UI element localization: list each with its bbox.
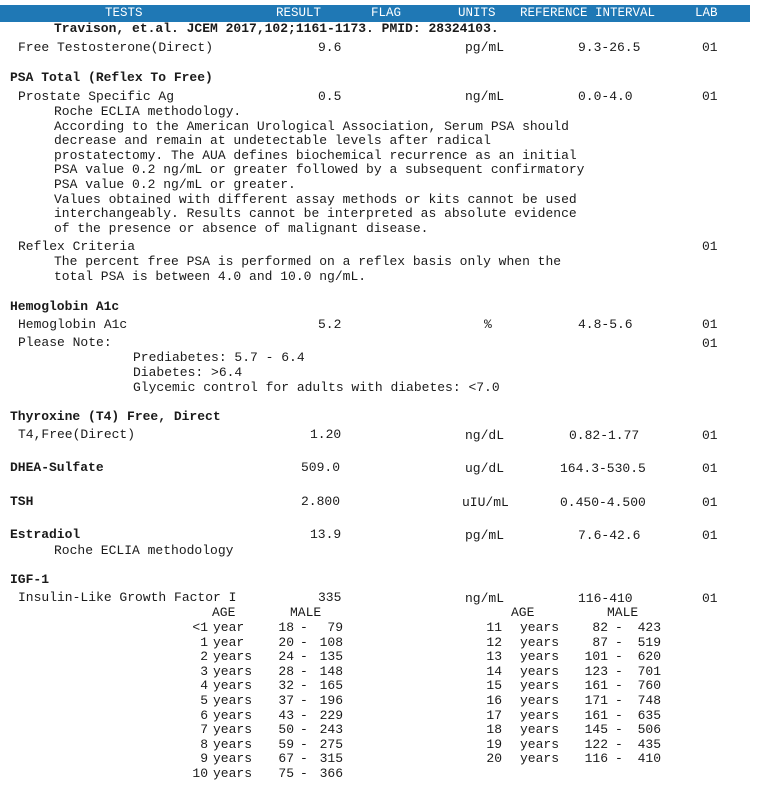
igf-age-unit: years — [213, 693, 253, 708]
psa-note-line: PSA value 0.2 ng/mL or greater followed by a subsequent confirmatory — [54, 162, 585, 177]
igf-section-title: IGF-1 — [10, 572, 50, 587]
igf-age-unit: years — [520, 678, 560, 694]
igf-male-low: 145 — [584, 722, 608, 738]
psa-result: 0.5 — [318, 89, 342, 104]
igf-age-unit: years — [213, 766, 253, 781]
igf-result: 335 — [318, 590, 342, 605]
igf-range-dash: - — [615, 751, 623, 767]
header-lab: LAB — [695, 6, 718, 20]
igf-range-dash: - — [615, 634, 623, 650]
igf-male-low: 171 — [584, 693, 608, 708]
igf-age-number: 16 — [486, 693, 502, 708]
psa-note-line: decrease and remain at undetectable levels after radical — [54, 133, 491, 148]
igf-age-number: 15 — [486, 678, 502, 694]
igf-male-high: 410 — [637, 751, 661, 767]
igf-test-name: Insulin-Like Growth Factor I — [18, 590, 237, 605]
a1c-units: % — [484, 317, 492, 332]
igf-range-dash: - — [615, 693, 623, 708]
igf-age-number: 10 — [192, 766, 208, 781]
igf-age-unit: years — [213, 663, 253, 679]
igf-male-high: 229 — [319, 707, 343, 723]
igf-male-low: 50 — [278, 722, 294, 738]
igf-range-dash: - — [615, 707, 623, 723]
igf-age-number: 20 — [486, 751, 502, 767]
igf-male-high: 366 — [319, 766, 343, 781]
igf-male-high: 435 — [637, 736, 661, 752]
igf-age-number: 9 — [200, 751, 208, 767]
igf-age-unit: years — [213, 751, 253, 767]
igf-age-number: 14 — [486, 663, 502, 679]
igf-male-high: 196 — [319, 693, 343, 708]
igf-male-high: 108 — [319, 634, 343, 650]
igf-male-high: 748 — [637, 693, 661, 708]
igf-male-low: 32 — [278, 678, 294, 694]
igf-male-high: 148 — [319, 663, 343, 679]
a1c-range: 4.8-5.6 — [578, 317, 633, 332]
dhea-test-name: DHEA-Sulfate — [10, 460, 104, 475]
igf-range-dash: - — [300, 751, 308, 767]
igf-age-unit: years — [520, 751, 560, 767]
free-testosterone-name: Free Testosterone(Direct) — [18, 40, 214, 55]
psa-note-line: prostatectomy. The AUA defines biochemical recurrence as an initial — [54, 148, 577, 163]
igf-male-low: 123 — [584, 663, 608, 679]
igf-male-high: 506 — [637, 722, 661, 738]
tsh-units: uIU/mL — [462, 495, 509, 510]
estradiol-lab: 01 — [702, 528, 718, 543]
igf-range-dash: - — [615, 736, 623, 752]
igf-male-high: 165 — [319, 678, 343, 694]
t4-units: ng/dL — [465, 428, 505, 443]
igf-male-low: 37 — [278, 693, 294, 708]
igf-male-low: 18 — [278, 620, 294, 635]
reflex-note-line: total PSA is between 4.0 and 10.0 ng/mL. — [54, 269, 367, 284]
reflex-note-line: The percent free PSA is performed on a reflex basis only when the — [54, 254, 562, 269]
igf-male-low: 87 — [592, 634, 608, 650]
psa-section-title: PSA Total (Reflex To Free) — [10, 70, 213, 85]
a1c-section-title: Hemoglobin A1c — [10, 299, 120, 314]
dhea-result: 509.0 — [301, 460, 341, 475]
estradiol-note: Roche ECLIA methodology — [54, 543, 234, 558]
igf-age-unit: years — [520, 634, 560, 650]
igf-male-high: 423 — [637, 620, 661, 635]
igf-male-high: 135 — [319, 649, 343, 665]
dhea-units: ug/dL — [465, 461, 505, 476]
igf-age-unit: years — [213, 736, 253, 752]
dhea-range: 164.3-530.5 — [560, 461, 646, 476]
a1c-note-line: Glycemic control for adults with diabetes: <7.0 — [133, 380, 500, 395]
dhea-lab: 01 — [702, 461, 718, 476]
tsh-range: 0.450-4.500 — [560, 495, 646, 510]
igf-age-unit: years — [213, 678, 253, 694]
estradiol-range: 7.6-42.6 — [578, 528, 641, 543]
igf-range-dash: - — [615, 649, 623, 665]
estradiol-units: pg/mL — [465, 528, 505, 543]
header-flag: FLAG — [371, 6, 402, 20]
please-note-lab: 01 — [702, 336, 718, 351]
igf-male-low: 161 — [584, 707, 608, 723]
igf-range-dash: - — [615, 678, 623, 694]
igf-male-low: 122 — [584, 736, 608, 752]
igf-age-number: 7 — [200, 722, 208, 738]
igf-range-dash: - — [300, 707, 308, 723]
igf-male-high: 315 — [319, 751, 343, 767]
igf-male-low: 43 — [278, 707, 294, 723]
psa-note-line: According to the American Urological Association, Serum PSA should — [54, 119, 569, 134]
igf-age-number: 17 — [486, 707, 502, 723]
igf-range-dash: - — [615, 722, 623, 738]
igf-male-high: 635 — [637, 707, 661, 723]
a1c-result: 5.2 — [318, 317, 342, 332]
psa-note-line: Roche ECLIA methodology. — [54, 104, 242, 119]
igf-male-low: 116 — [584, 751, 608, 767]
igf-male-high: 275 — [319, 736, 343, 752]
tsh-lab: 01 — [702, 495, 718, 510]
a1c-note-line: Prediabetes: 5.7 - 6.4 — [133, 350, 305, 365]
t4-test-name: T4,Free(Direct) — [18, 427, 136, 442]
psa-lab: 01 — [702, 89, 718, 104]
igf-right-age-header: AGE — [511, 605, 535, 620]
igf-age-number: 12 — [486, 634, 502, 650]
igf-range: 116-410 — [578, 591, 633, 606]
igf-age-number: 1 — [200, 634, 208, 650]
igf-right-male-header: MALE — [607, 605, 639, 620]
igf-age-number: 6 — [200, 707, 208, 723]
header-result: RESULT — [276, 6, 322, 20]
t4-section-title: Thyroxine (T4) Free, Direct — [10, 409, 221, 424]
igf-age-number: <1 — [192, 620, 208, 635]
reflex-criteria-label: Reflex Criteria — [18, 239, 136, 254]
free-testosterone-lab: 01 — [702, 40, 718, 55]
igf-age-number: 4 — [200, 678, 208, 694]
free-testosterone-result: 9.6 — [318, 40, 342, 55]
igf-range-dash: - — [300, 693, 308, 708]
igf-age-number: 5 — [200, 693, 208, 708]
t4-range: 0.82-1.77 — [569, 428, 640, 443]
igf-male-high: 620 — [637, 649, 661, 665]
a1c-test-name: Hemoglobin A1c — [18, 317, 128, 332]
citation-text: Travison, et.al. JCEM 2017,102;1161-1173. PMID: 28324103. — [54, 21, 499, 36]
igf-male-high: 243 — [319, 722, 343, 738]
igf-male-low: 75 — [278, 766, 294, 781]
igf-range-dash: - — [300, 663, 308, 679]
header-units: UNITS — [458, 6, 496, 20]
igf-range-dash: - — [300, 736, 308, 752]
igf-age-unit: years — [213, 722, 253, 738]
estradiol-result: 13.9 — [310, 527, 342, 542]
reflex-criteria-lab: 01 — [702, 239, 718, 254]
igf-range-dash: - — [615, 663, 623, 679]
psa-note-line: interchangeably. Results cannot be interpreted as absolute evidence — [54, 206, 577, 221]
igf-male-high: 519 — [637, 634, 661, 650]
tsh-result: 2.800 — [301, 494, 341, 509]
header-reference-interval: REFERENCE INTERVAL — [520, 6, 656, 20]
igf-age-number: 11 — [486, 620, 502, 635]
igf-age-unit: years — [520, 620, 560, 635]
free-testosterone-units: pg/mL — [465, 40, 505, 55]
igf-age-unit: years — [520, 693, 560, 708]
igf-age-number: 3 — [200, 663, 208, 679]
igf-male-low: 20 — [278, 634, 294, 650]
igf-male-low: 101 — [584, 649, 608, 665]
estradiol-test-name: Estradiol — [10, 527, 81, 542]
igf-range-dash: - — [300, 634, 308, 650]
igf-age-number: 19 — [486, 736, 502, 752]
igf-male-high: 701 — [637, 663, 661, 679]
igf-age-unit: years — [520, 663, 560, 679]
tsh-test-name: TSH — [10, 494, 34, 509]
igf-age-unit: year — [213, 620, 245, 635]
psa-units: ng/mL — [465, 89, 505, 104]
free-testosterone-range: 9.3-26.5 — [578, 40, 641, 55]
igf-male-high: 79 — [327, 620, 343, 635]
igf-age-number: 2 — [200, 649, 208, 665]
igf-range-dash: - — [300, 766, 308, 781]
psa-test-name: Prostate Specific Ag — [18, 89, 175, 104]
igf-male-low: 59 — [278, 736, 294, 752]
igf-male-low: 82 — [592, 620, 608, 635]
igf-lab: 01 — [702, 591, 718, 606]
psa-note-line: Values obtained with different assay methods or kits cannot be used — [54, 192, 577, 207]
psa-note-line: of the presence or absence of malignant disease. — [54, 221, 429, 236]
igf-male-low: 67 — [278, 751, 294, 767]
igf-units: ng/mL — [465, 591, 505, 606]
column-header-bar — [0, 5, 750, 22]
igf-age-number: 8 — [200, 736, 208, 752]
igf-range-dash: - — [300, 678, 308, 694]
header-tests: TESTS — [105, 6, 143, 20]
psa-note-line: PSA value 0.2 ng/mL or greater. — [54, 177, 296, 192]
igf-male-high: 760 — [637, 678, 661, 694]
igf-male-low: 161 — [584, 678, 608, 694]
igf-age-unit: year — [213, 634, 245, 650]
please-note-label: Please Note: — [18, 335, 112, 350]
igf-age-unit: years — [213, 707, 253, 723]
igf-range-dash: - — [300, 649, 308, 665]
igf-left-age-header: AGE — [212, 605, 236, 620]
igf-age-unit: years — [520, 707, 560, 723]
igf-age-unit: years — [520, 722, 560, 738]
psa-range: 0.0-4.0 — [578, 89, 633, 104]
igf-age-number: 13 — [486, 649, 502, 665]
igf-age-unit: years — [213, 649, 253, 665]
igf-left-male-header: MALE — [290, 605, 322, 620]
a1c-lab: 01 — [702, 317, 718, 332]
igf-range-dash: - — [300, 620, 308, 635]
igf-male-low: 28 — [278, 663, 294, 679]
igf-age-unit: years — [520, 649, 560, 665]
igf-male-low: 24 — [278, 649, 294, 665]
igf-age-number: 18 — [486, 722, 502, 738]
t4-lab: 01 — [702, 428, 718, 443]
igf-range-dash: - — [615, 620, 623, 635]
igf-range-dash: - — [300, 722, 308, 738]
igf-age-unit: years — [520, 736, 560, 752]
t4-result: 1.20 — [310, 427, 342, 442]
a1c-note-line: Diabetes: >6.4 — [133, 365, 243, 380]
